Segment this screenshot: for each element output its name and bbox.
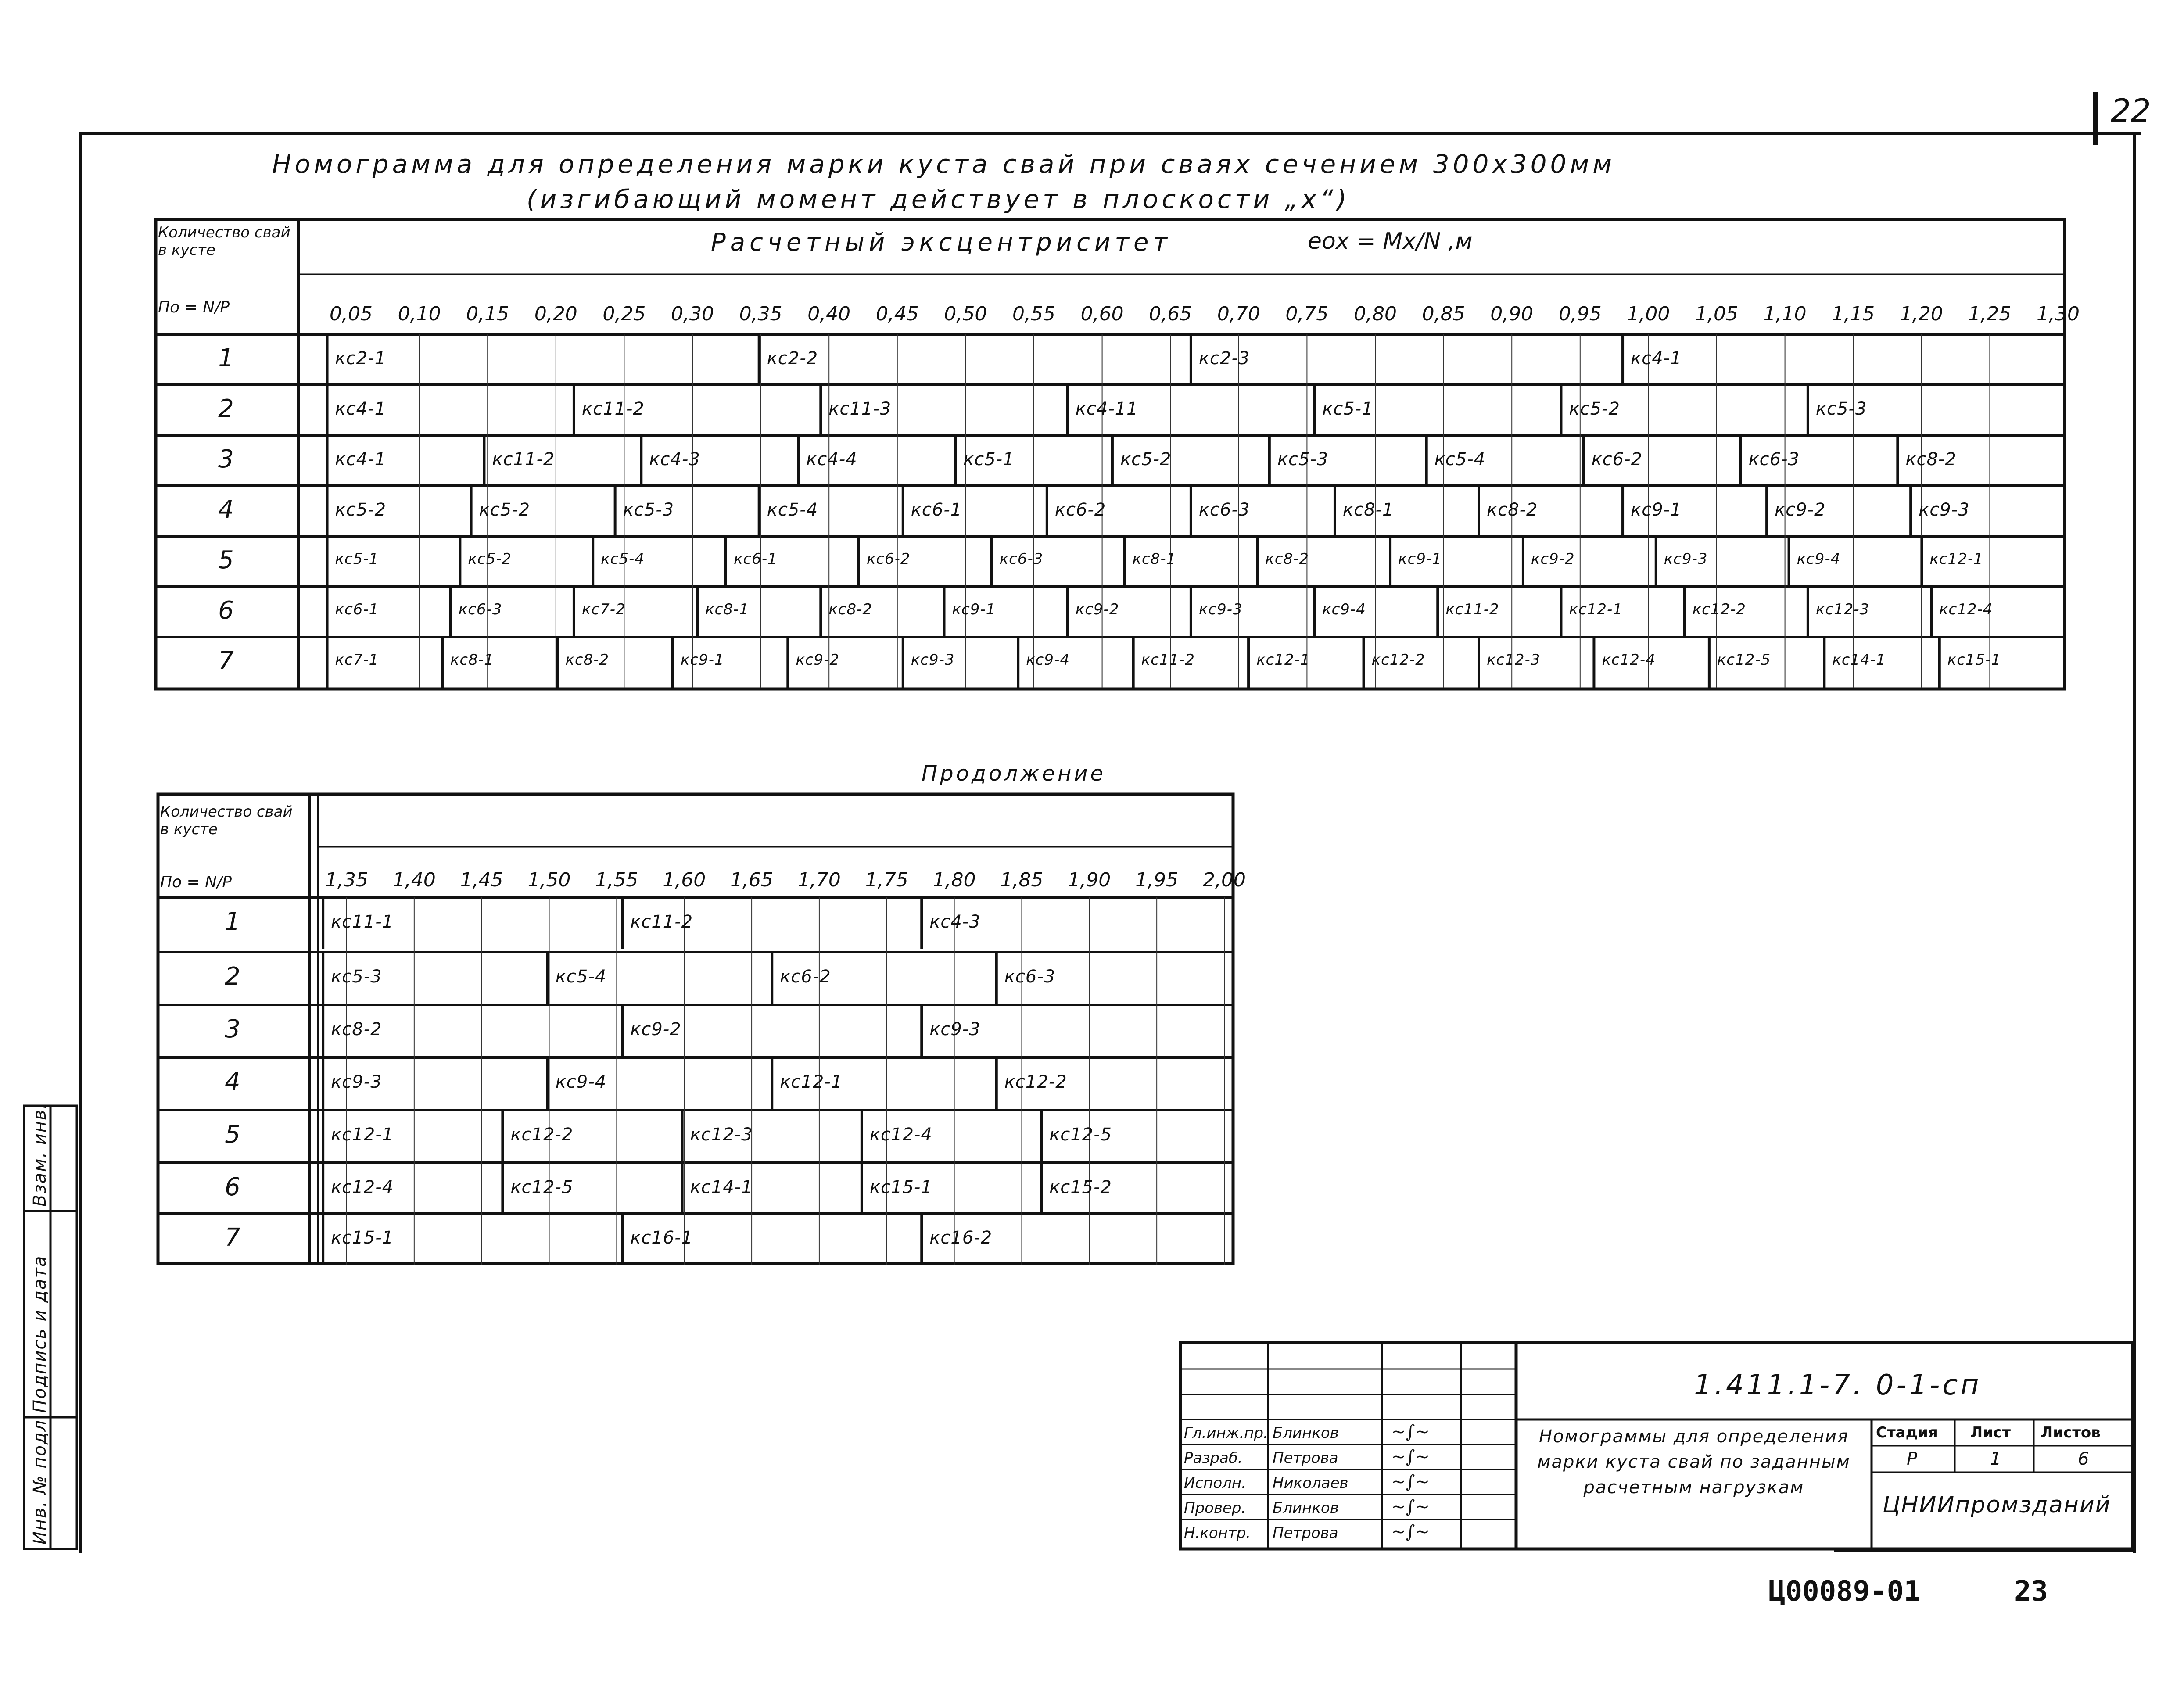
pile-cluster-mark: кс6-3 <box>999 550 1044 568</box>
stamp-role: Разраб. <box>1184 1449 1243 1467</box>
table1-header: Расчетный эксцентриситет <box>711 228 1172 257</box>
table1-corner-formula: По = N/P <box>158 298 230 316</box>
tick-label: 2,00 <box>1203 869 1246 891</box>
pile-cluster-mark: кс4-4 <box>806 449 857 470</box>
row-label: 6 <box>225 1173 240 1201</box>
pile-cluster-mark: кс12-1 <box>331 1125 394 1145</box>
pile-cluster-mark: кс12-3 <box>690 1125 753 1145</box>
stamp-doc-title: Номограммы для определения марки куста свай по заданным расчетным нагрузкам <box>1537 1426 1850 1498</box>
pile-cluster-mark: кс11-2 <box>1445 600 1499 618</box>
row-label: 1 <box>225 907 240 936</box>
pile-cluster-mark: кс8-2 <box>331 1019 382 1039</box>
pile-cluster-mark: кс5-4 <box>767 499 818 520</box>
pile-cluster-mark: кс7-2 <box>581 600 626 618</box>
table2-corner-header: Количество свай в кусте <box>160 803 293 838</box>
stamp-sheet-header: Лист <box>1970 1424 2011 1441</box>
stamp-role: Гл.инж.пр. <box>1184 1424 1268 1442</box>
signature-mark: ~∫~ <box>1391 1497 1430 1517</box>
pile-cluster-mark: кс5-1 <box>963 449 1015 470</box>
tick-label: 0,70 <box>1217 303 1260 325</box>
pile-cluster-mark: кс14-1 <box>690 1177 753 1197</box>
pile-cluster-mark: кс2-3 <box>1198 348 1250 369</box>
pile-cluster-mark: кс11-2 <box>492 449 555 470</box>
pile-cluster-mark: кс8-2 <box>1265 550 1309 568</box>
pile-cluster-mark: кс6-3 <box>1198 499 1250 520</box>
stamp-name: Блинков <box>1273 1499 1339 1517</box>
side-stamp-signature: Подпись и дата <box>30 1255 50 1413</box>
tick-label: 1,95 <box>1135 869 1179 891</box>
tick-label: 1,15 <box>1832 303 1875 325</box>
tick-label: 0,25 <box>602 303 646 325</box>
signature-mark: ~∫~ <box>1391 1472 1430 1492</box>
pile-cluster-mark: кс8-2 <box>1905 449 1957 470</box>
pile-cluster-mark: кс9-3 <box>911 651 955 669</box>
pile-cluster-mark: кс9-3 <box>1198 600 1243 618</box>
pile-cluster-mark: кс4-11 <box>1075 398 1138 419</box>
stamp-name: Петрова <box>1273 1449 1338 1467</box>
pile-cluster-mark: кс12-4 <box>331 1177 394 1197</box>
tick-label: 1,80 <box>932 869 976 891</box>
pile-cluster-mark: кс9-2 <box>630 1019 681 1039</box>
pile-cluster-mark: кс11-2 <box>581 398 645 419</box>
row-label: 2 <box>218 394 234 423</box>
pile-cluster-mark: кс7-1 <box>335 651 379 669</box>
pile-cluster-mark: кс12-1 <box>1256 651 1310 669</box>
pile-cluster-mark: кс9-2 <box>1531 550 1575 568</box>
pile-cluster-mark: кс6-3 <box>1004 967 1056 987</box>
title-line2: (изгибающий момент действует в плоскости „х“) <box>527 184 1350 214</box>
row-label: 1 <box>218 344 234 373</box>
pile-cluster-mark: кс4-1 <box>335 449 387 470</box>
pile-cluster-mark: кс9-1 <box>1631 499 1682 520</box>
pile-cluster-mark: кс9-3 <box>1664 550 1708 568</box>
pile-cluster-mark: кс12-2 <box>1004 1072 1067 1092</box>
pile-cluster-mark: кс5-4 <box>555 967 607 987</box>
tick-label: 0,65 <box>1149 303 1192 325</box>
continuation-title: Продолжение <box>922 761 1106 786</box>
pile-cluster-mark: кс4-3 <box>929 912 981 932</box>
title-line1: Номограмма для определения марки куста свай при сваях сечением 300х300мм <box>272 149 1615 179</box>
row-label: 7 <box>218 646 234 675</box>
pile-cluster-mark: кс12-2 <box>1692 600 1746 618</box>
stamp-name: Петрова <box>1273 1524 1338 1542</box>
tick-label: 0,85 <box>1422 303 1465 325</box>
row-label: 4 <box>218 495 234 524</box>
tick-label: 0,05 <box>330 303 373 325</box>
pile-cluster-mark: кс6-2 <box>1054 499 1106 520</box>
pile-cluster-mark: кс9-3 <box>929 1019 981 1039</box>
pile-cluster-mark: кс15-1 <box>331 1228 394 1248</box>
tick-label: 0,60 <box>1080 303 1124 325</box>
pile-cluster-mark: кс9-2 <box>1775 499 1826 520</box>
pile-cluster-mark: кс5-1 <box>335 550 379 568</box>
side-stamp-inv: Инв. № подл. <box>30 1413 50 1545</box>
tick-label: 1,85 <box>1000 869 1044 891</box>
tick-label: 0,15 <box>466 303 509 325</box>
pile-cluster-mark: кс12-3 <box>1815 600 1870 618</box>
row-label: 4 <box>225 1068 240 1096</box>
pile-cluster-mark: кс12-2 <box>1371 651 1425 669</box>
pile-cluster-mark: кс12-5 <box>510 1177 574 1197</box>
pile-cluster-mark: кс5-3 <box>623 499 674 520</box>
pile-cluster-mark: кс5-1 <box>1322 398 1374 419</box>
pile-cluster-mark: кс12-5 <box>1717 651 1771 669</box>
tick-label: 1,40 <box>392 869 436 891</box>
table1-corner-header: Количество свай в кусте <box>158 224 290 259</box>
pile-cluster-mark: кс12-1 <box>1929 550 1983 568</box>
footer-code: Ц00089-01 <box>1768 1575 1921 1608</box>
pile-cluster-mark: кс5-2 <box>335 499 387 520</box>
pile-cluster-mark: кс6-2 <box>866 550 911 568</box>
tick-label: 0,75 <box>1285 303 1329 325</box>
pile-cluster-mark: кс8-1 <box>450 651 494 669</box>
pile-cluster-mark: кс11-3 <box>828 398 892 419</box>
pile-cluster-mark: кс9-4 <box>1322 600 1366 618</box>
signature-mark: ~∫~ <box>1391 1422 1430 1442</box>
pile-cluster-mark: кс9-4 <box>1026 651 1070 669</box>
tick-label: 0,55 <box>1012 303 1055 325</box>
pile-cluster-mark: кс5-2 <box>1569 398 1620 419</box>
row-label: 7 <box>225 1223 240 1252</box>
pile-cluster-mark: кс9-1 <box>1398 550 1442 568</box>
sheet-number-top: 22 <box>2111 92 2151 129</box>
pile-cluster-mark: кс2-1 <box>335 348 387 369</box>
pile-cluster-mark: кс12-4 <box>1939 600 1993 618</box>
pile-cluster-mark: кс12-4 <box>1602 651 1656 669</box>
pile-cluster-mark: кс16-1 <box>630 1228 693 1248</box>
pile-cluster-mark: кс12-1 <box>780 1072 843 1092</box>
tick-label: 1,55 <box>595 869 638 891</box>
pile-cluster-mark: кс6-1 <box>335 600 379 618</box>
tick-label: 0,45 <box>875 303 919 325</box>
tick-label: 0,30 <box>671 303 714 325</box>
pile-cluster-mark: кс12-5 <box>1049 1125 1112 1145</box>
stamp-sheets-header: Листов <box>2041 1424 2101 1441</box>
tick-label: 0,80 <box>1354 303 1397 325</box>
tick-label: 1,65 <box>730 869 774 891</box>
pile-cluster-mark: кс9-3 <box>1919 499 1970 520</box>
pile-cluster-mark: кс6-3 <box>458 600 502 618</box>
pile-cluster-mark: кс4-1 <box>335 398 387 419</box>
tick-label: 0,35 <box>739 303 782 325</box>
tick-label: 1,70 <box>797 869 841 891</box>
tick-label: 0,20 <box>534 303 577 325</box>
tick-label: 1,75 <box>865 869 908 891</box>
pile-cluster-mark: кс5-2 <box>479 499 531 520</box>
tick-label: 1,35 <box>325 869 368 891</box>
pile-cluster-mark: кс5-2 <box>1120 449 1172 470</box>
tick-label: 1,10 <box>1763 303 1807 325</box>
table1-header-formula: еох = Мх/N ,м <box>1308 228 1473 254</box>
pile-cluster-mark: кс5-4 <box>1434 449 1486 470</box>
stamp-stage: Р <box>1907 1449 1918 1469</box>
tick-label: 0,10 <box>398 303 441 325</box>
pile-cluster-mark: кс9-4 <box>1797 550 1841 568</box>
stamp-organization: ЦНИИпромзданий <box>1883 1492 2111 1518</box>
pile-cluster-mark: кс5-2 <box>468 550 512 568</box>
pile-cluster-mark: кс6-2 <box>780 967 831 987</box>
stamp-role: Н.контр. <box>1184 1524 1251 1542</box>
side-stamp-replacement: Взам. инв. <box>30 1102 50 1207</box>
tick-label: 0,90 <box>1490 303 1534 325</box>
pile-cluster-mark: кс8-2 <box>565 651 610 669</box>
pile-cluster-mark: кс11-2 <box>1141 651 1195 669</box>
stamp-role: Провер. <box>1184 1499 1246 1517</box>
pile-cluster-mark: кс5-3 <box>1815 398 1867 419</box>
pile-cluster-mark: кс8-1 <box>705 600 749 618</box>
pile-cluster-mark: кс12-3 <box>1486 651 1541 669</box>
pile-cluster-mark: кс9-2 <box>796 651 840 669</box>
signature-mark: ~∫~ <box>1391 1447 1430 1467</box>
pile-cluster-mark: кс15-1 <box>869 1177 932 1197</box>
stamp-role: Исполн. <box>1184 1474 1246 1492</box>
pile-cluster-mark: кс14-1 <box>1832 651 1886 669</box>
stamp-sheet: 1 <box>1990 1449 2001 1469</box>
pile-cluster-mark: кс9-2 <box>1075 600 1119 618</box>
row-label: 5 <box>225 1120 240 1149</box>
pile-cluster-mark: кс9-1 <box>680 651 724 669</box>
tick-label: 1,30 <box>2037 303 2080 325</box>
tick-label: 1,25 <box>1968 303 2012 325</box>
signature-mark: ~∫~ <box>1391 1522 1430 1542</box>
footer-page: 23 <box>2014 1575 2048 1608</box>
pile-cluster-mark: кс4-3 <box>649 449 700 470</box>
pile-cluster-mark: кс12-4 <box>869 1125 932 1145</box>
tick-label: 1,20 <box>1900 303 1943 325</box>
tick-label: 0,95 <box>1558 303 1602 325</box>
row-label: 3 <box>225 1015 240 1043</box>
tick-label: 0,50 <box>944 303 987 325</box>
pile-cluster-mark: кс11-2 <box>630 912 693 932</box>
pile-cluster-mark: кс6-3 <box>1748 449 1800 470</box>
tick-label: 1,05 <box>1695 303 1738 325</box>
pile-cluster-mark: кс5-3 <box>1277 449 1329 470</box>
pile-cluster-mark: кс6-1 <box>911 499 962 520</box>
tick-label: 0,40 <box>807 303 851 325</box>
pile-cluster-mark: кс12-1 <box>1569 600 1623 618</box>
pile-cluster-mark: кс8-2 <box>1486 499 1538 520</box>
pile-cluster-mark: кс8-1 <box>1342 499 1394 520</box>
pile-cluster-mark: кс8-2 <box>828 600 873 618</box>
pile-cluster-mark: кс2-2 <box>767 348 818 369</box>
pile-cluster-mark: кс9-1 <box>952 600 996 618</box>
table2-corner-formula: По = N/P <box>160 873 232 891</box>
pile-cluster-mark: кс12-2 <box>510 1125 574 1145</box>
tick-label: 1,60 <box>663 869 706 891</box>
pile-cluster-mark: кс15-1 <box>1947 651 2001 669</box>
pile-cluster-mark: кс6-2 <box>1591 449 1643 470</box>
tick-label: 1,45 <box>460 869 503 891</box>
row-label: 3 <box>218 444 234 473</box>
stamp-code: 1.411.1-7. 0-1-сп <box>1694 1369 1982 1401</box>
pile-cluster-mark: кс5-3 <box>331 967 382 987</box>
stamp-sheets: 6 <box>2078 1449 2089 1469</box>
pile-cluster-mark: кс11-1 <box>331 912 394 932</box>
pile-cluster-mark: кс9-4 <box>555 1072 607 1092</box>
tick-label: 1,50 <box>527 869 571 891</box>
row-label: 6 <box>218 596 234 625</box>
pile-cluster-mark: кс6-1 <box>734 550 778 568</box>
pile-cluster-mark: кс5-4 <box>601 550 645 568</box>
pile-cluster-mark: кс16-2 <box>929 1228 993 1248</box>
stamp-name: Блинков <box>1273 1424 1339 1442</box>
stamp-stage-header: Стадия <box>1876 1424 1938 1441</box>
pile-cluster-mark: кс8-1 <box>1132 550 1176 568</box>
stamp-name: Николаев <box>1273 1474 1348 1492</box>
row-label: 5 <box>218 545 234 574</box>
pile-cluster-mark: кс4-1 <box>1631 348 1682 369</box>
tick-label: 1,00 <box>1627 303 1670 325</box>
pile-cluster-mark: кс15-2 <box>1049 1177 1112 1197</box>
pile-cluster-mark: кс9-3 <box>331 1072 382 1092</box>
tick-label: 1,90 <box>1068 869 1111 891</box>
row-label: 2 <box>225 962 240 991</box>
